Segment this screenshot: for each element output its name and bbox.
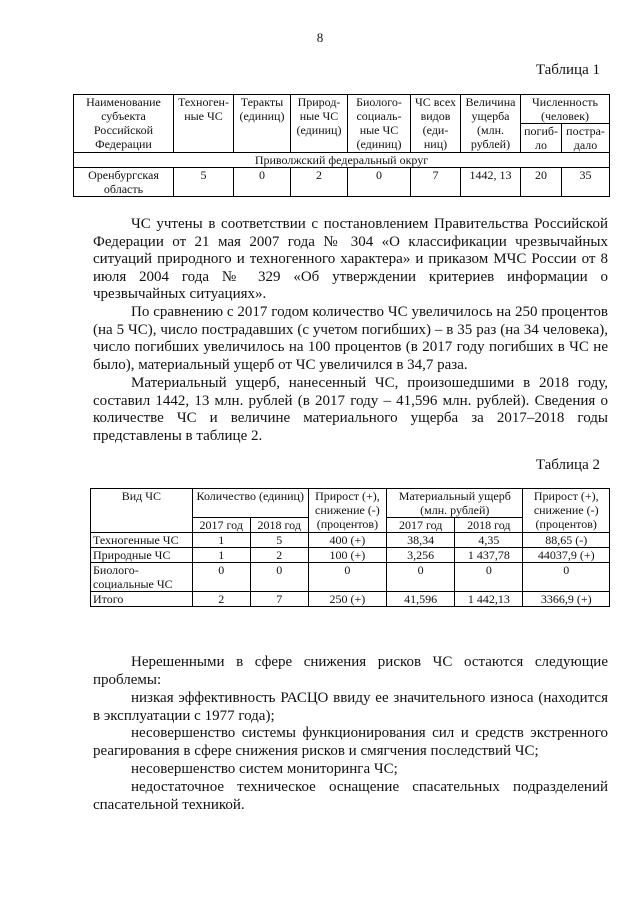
table-cell: 44037,9 (+)	[523, 548, 610, 563]
table2	[90, 488, 610, 607]
table-cell: 1	[192, 548, 250, 563]
table-cell: Техногенные ЧС	[91, 533, 193, 548]
table-cell: 250 (+)	[308, 592, 386, 607]
paragraph: несовершенство систем мониторинга ЧС;	[131, 761, 398, 777]
table-row	[91, 592, 610, 607]
table-cell: 3366,9 (+)	[523, 592, 610, 607]
table-header-cell: Материальный ущерб (млн. рублей)	[387, 489, 523, 518]
table-row	[74, 168, 610, 197]
table-header-cell: ЧС всех видов (еди-ниц)	[411, 95, 461, 153]
paragraph: Нерешенными в сфере снижения рисков ЧС остаются следующие проблемы:	[93, 654, 608, 688]
table-cell: 0	[192, 563, 250, 592]
table-cell: 1 437,78	[455, 548, 523, 563]
table-header-cell: 2018 год	[455, 518, 523, 533]
table-cell: 4,35	[455, 533, 523, 548]
paragraph: Материальный ущерб, нанесенный ЧС, произошедшими в 2018 году, составил 1442, 13 млн. рублей (в 2017 году – 41,596 млн. рублей). Сведения о количестве ЧС и величине материального ущерба за 2017–2018 годы представлены в таблице 2.	[93, 375, 608, 444]
table-cell: Оренбургская область	[74, 168, 174, 197]
table-header-cell: Прирост (+), снижение (-) (процентов)	[523, 489, 610, 533]
table-header-cell: погиб-ло	[521, 124, 562, 153]
table-cell: 35	[562, 168, 610, 197]
table-header-cell: Техноген-ные ЧС	[174, 95, 234, 153]
table-header-cell: Наименование субъекта Российской Федерации	[74, 95, 174, 153]
table-cell: 0	[348, 168, 411, 197]
table-header-row	[74, 95, 610, 124]
table-cell: 400 (+)	[308, 533, 386, 548]
paragraph: низкая эффективность РАСЦО ввиду ее значительного износа (находится в эксплуатации с 1977 года);	[93, 690, 608, 724]
table2-caption: Таблица 2	[535, 457, 600, 473]
table-cell: 1 442,13	[455, 592, 523, 607]
table-cell: Итого	[91, 592, 193, 607]
table-cell: 5	[250, 533, 308, 548]
table1-caption: Таблица 1	[535, 62, 600, 78]
paragraph: несовершенство системы функционирования сил и средств экстренного реагирования в сфере снижения рисков и смягчения последствий ЧС;	[93, 725, 608, 759]
table-header-cell: 2017 год	[387, 518, 455, 533]
table-cell: 2	[291, 168, 348, 197]
table-cell: Биолого-социальные ЧС	[91, 563, 193, 592]
table-header-cell: Вид ЧС	[91, 489, 193, 533]
table-header-cell: постра-дало	[562, 124, 610, 153]
page-number: 8	[316, 30, 324, 45]
table-cell: 7	[250, 592, 308, 607]
table-row	[74, 153, 610, 168]
table-cell: 38,34	[387, 533, 455, 548]
table-header-cell: Биолого-социаль-ные ЧС (единиц)	[348, 95, 411, 153]
table-row	[91, 563, 610, 592]
paragraph: недостаточное техническое оснащение спасательных подразделений спасательной техникой.	[93, 779, 608, 813]
table-cell: 20	[521, 168, 562, 197]
table-cell: 3,256	[387, 548, 455, 563]
table-cell: 0	[523, 563, 610, 592]
table-cell: 88,65 (-)	[523, 533, 610, 548]
table1	[73, 94, 610, 197]
table-cell: 7	[411, 168, 461, 197]
table-header-cell: Природ-ные ЧС (единиц)	[291, 95, 348, 153]
table-cell: 0	[250, 563, 308, 592]
paragraph: ЧС учтены в соответствии с постановлением Правительства Российской Федерации от 21 мая 2007 года № 304 «О классификации чрезвычайных ситуаций природного и техногенного характера» и приказом МЧС России от 8 июля 2004 года № 329 «Об утверждении критериев информации о чрезвычайных ситуациях».	[93, 216, 608, 303]
table-header-cell: 2018 год	[250, 518, 308, 533]
table-header-row	[91, 489, 610, 518]
table-cell: 0	[308, 563, 386, 592]
table-header-cell: 2017 год	[192, 518, 250, 533]
district-cell: Приволжский федеральный округ	[74, 153, 610, 168]
table-cell: 2	[250, 548, 308, 563]
table-cell: 1	[192, 533, 250, 548]
table-row	[91, 548, 610, 563]
table-cell: 1442, 13	[461, 168, 521, 197]
table-cell: 0	[455, 563, 523, 592]
paragraph: По сравнению с 2017 годом количество ЧС увеличилось на 250 процентов (на 5 ЧС), число пострадавших (с учетом погибших) – в 35 раз (на 34 человека), число погибших увеличилось на 100 процентов (в 2017 году погибших в ЧС не было), материальный ущерб от ЧС увеличился в 34,7 раза.	[93, 304, 608, 373]
table-header-cell: Величина ущерба (млн. рублей)	[461, 95, 521, 153]
table-cell: 5	[174, 168, 234, 197]
table-header-cell: Количество (единиц)	[192, 489, 308, 518]
table-cell: 100 (+)	[308, 548, 386, 563]
table-header-cell: Численность (человек)	[521, 95, 610, 124]
table-cell: Природные ЧС	[91, 548, 193, 563]
table-cell: 0	[387, 563, 455, 592]
table-header-cell: Теракты (единиц)	[234, 95, 291, 153]
table-cell: 2	[192, 592, 250, 607]
table-row	[91, 533, 610, 548]
table-cell: 0	[234, 168, 291, 197]
table-header-cell: Прирост (+), снижение (-) (процентов)	[308, 489, 386, 533]
table-cell: 41,596	[387, 592, 455, 607]
